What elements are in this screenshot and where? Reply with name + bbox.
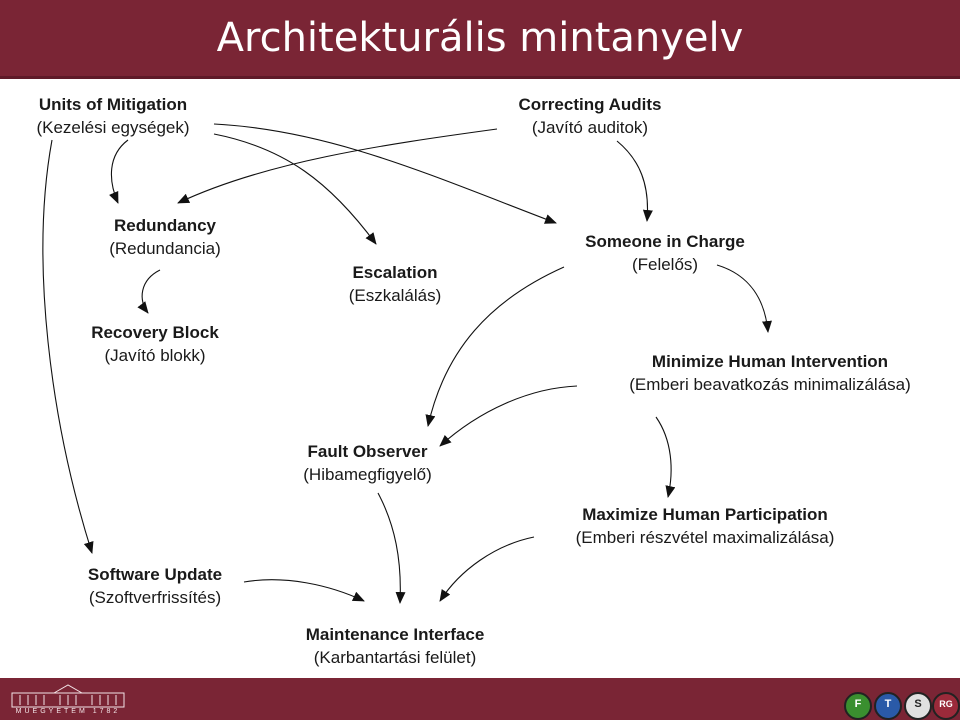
edge-correcting-audits-to-someone-in-charge	[617, 141, 648, 221]
footer-bar	[0, 678, 960, 720]
university-logo-text: MŰEGYETEM 1782	[15, 708, 121, 715]
edge-fault-observer-to-maintenance-interface	[378, 493, 400, 603]
edge-software-update-to-maintenance-interface	[244, 580, 364, 601]
node-recovery-block	[65, 321, 245, 367]
badge-s-letter: S	[914, 698, 922, 710]
node-fault-observer	[280, 440, 455, 486]
node-translation: (Karbantartási felület)	[313, 648, 477, 667]
node-translation: (Felelős)	[631, 255, 699, 274]
edge-minimize-human-intervention-to-maximize-human-participation	[656, 417, 671, 497]
node-units-of-mitigation	[8, 93, 218, 139]
node-translation: (Kezelési egységek)	[36, 118, 190, 137]
node-name: Minimize Human Intervention	[651, 352, 889, 371]
node-name: Units of Mitigation	[38, 95, 188, 114]
badge-f-letter: F	[854, 698, 862, 710]
node-name: Maximize Human Participation	[582, 505, 828, 524]
node-name: Redundancy	[113, 216, 217, 235]
node-translation: (Emberi részvétel maximalizálása)	[575, 528, 835, 547]
node-software-update	[60, 563, 250, 609]
edge-correcting-audits-to-redundancy	[178, 129, 497, 203]
node-someone-in-charge	[560, 230, 770, 276]
node-translation: (Javító auditok)	[531, 118, 649, 137]
group-logo-badges	[838, 684, 960, 718]
node-redundancy	[85, 214, 245, 260]
node-maintenance-interface	[275, 623, 515, 669]
edge-maximize-human-participation-to-maintenance-interface	[440, 537, 534, 601]
slide-title: Architekturális mintanyelv	[216, 15, 744, 61]
node-name: Maintenance Interface	[305, 625, 485, 644]
edge-minimize-human-intervention-to-fault-observer	[440, 386, 577, 446]
node-translation: (Javító blokk)	[104, 346, 206, 365]
node-name: Someone in Charge	[585, 232, 745, 251]
edge-redundancy-to-recovery-block	[142, 270, 160, 313]
edge-units-of-mitigation-to-redundancy	[111, 140, 128, 203]
node-translation: (Redundancia)	[109, 239, 221, 258]
node-translation: (Emberi beavatkozás minimalizálása)	[629, 375, 911, 394]
node-name: Software Update	[87, 565, 223, 584]
node-minimize-human-intervention	[585, 350, 955, 396]
node-name: Correcting Audits	[518, 95, 662, 114]
node-name: Recovery Block	[91, 323, 219, 342]
node-maximize-human-participation	[535, 503, 875, 549]
node-translation: (Szoftverfrissítés)	[88, 588, 222, 607]
node-name: Escalation	[352, 263, 438, 282]
node-translation: (Eszkalálás)	[348, 286, 442, 305]
node-translation: (Hibamegfigyelő)	[303, 465, 432, 484]
badge-rg-letter: RG	[939, 699, 953, 709]
node-escalation	[320, 261, 470, 307]
node-name: Fault Observer	[307, 442, 428, 461]
badge-t-letter: T	[884, 698, 892, 710]
node-correcting-audits	[490, 93, 690, 139]
